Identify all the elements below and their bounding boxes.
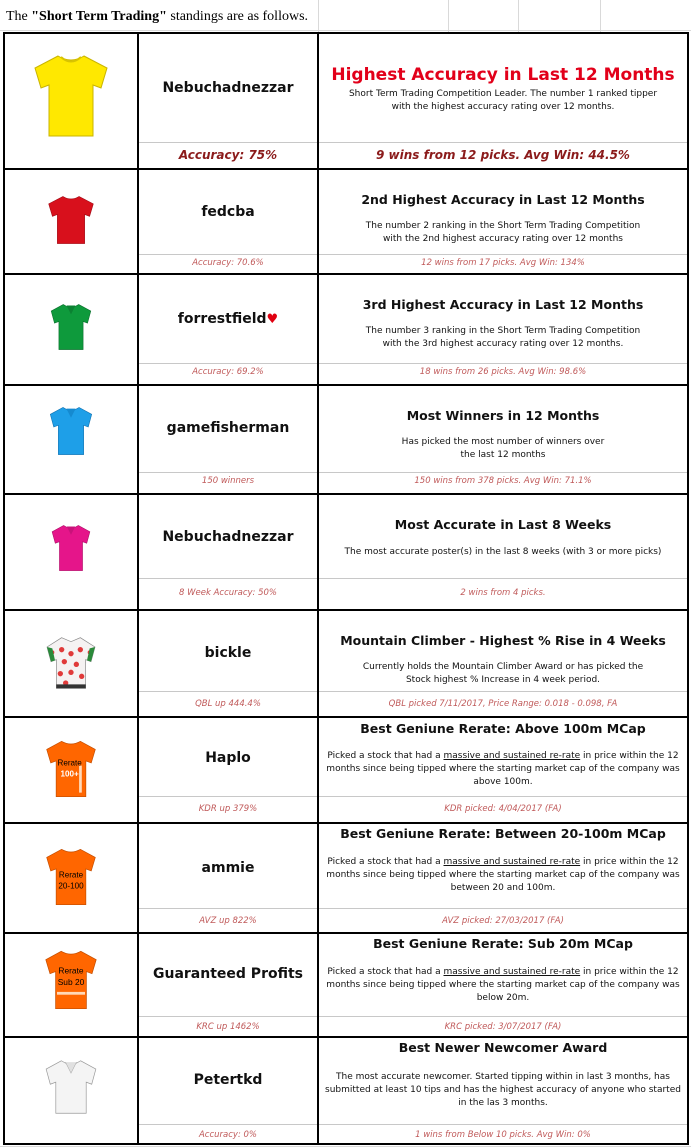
- intro-title: "Short Term Trading": [31, 9, 167, 24]
- tipper-name: gamefisherman: [166, 420, 290, 436]
- award-cell: [319, 718, 687, 822]
- award-cell: [319, 1038, 687, 1143]
- rerate-stat: KDR up 379%: [198, 804, 258, 814]
- award-title: Highest Accuracy in Last 12 Months: [331, 65, 675, 85]
- award-title: Best Geniune Rerate: Between 20-100m MCap: [340, 826, 666, 841]
- award-title: Best Geniune Rerate: Sub 20m MCap: [373, 936, 633, 951]
- tipper-name: Petertkd: [193, 1072, 263, 1088]
- green-polo-shirt-icon: [49, 301, 93, 353]
- white-polo-shirt-icon: [43, 1058, 99, 1116]
- standings-row: [5, 1038, 687, 1143]
- desc-underlined: massive and sustained re-rate: [443, 857, 581, 867]
- wins-stat: 9 wins from 12 picks. Avg Win: 44.5%: [376, 148, 630, 162]
- tipper-name-text: forrestfield: [177, 311, 267, 327]
- tipper-name: ammie: [201, 860, 255, 876]
- name-cell: [139, 824, 319, 932]
- tipper-name: Nebuchadnezzar: [162, 80, 294, 96]
- award-description: [325, 750, 681, 789]
- award-title: 2nd Highest Accuracy in Last 12 Months: [361, 192, 645, 207]
- pick-details-stat: KDR picked: 4/04/2017 (FA): [444, 804, 562, 814]
- name-cell: [139, 934, 319, 1036]
- standings-row: [5, 824, 687, 934]
- shirt-label: Rerate: [58, 870, 84, 880]
- shirt-cell: [5, 386, 139, 493]
- orange-rerate-shirt-icon: [44, 846, 98, 908]
- award-cell: [319, 495, 687, 609]
- orange-rerate-shirt-icon: [43, 948, 99, 1012]
- desc-text: in price within the 12 months since being tipped where the starting market cap of the company was below 20m.: [326, 967, 680, 1003]
- price-rise-stat: QBL up 444.4%: [195, 699, 261, 709]
- winners-stat: 150 winners: [201, 476, 255, 486]
- desc-text: Picked a stock that had a: [327, 967, 444, 977]
- name-cell: [139, 611, 319, 716]
- wins-stat: 18 wins from 26 picks. Avg Win: 98.6%: [419, 367, 587, 377]
- award-description: Has picked the most number of winners over the last 12 months: [401, 437, 605, 460]
- tipper-name: fedcba: [201, 204, 255, 220]
- award-description: [325, 856, 681, 895]
- wins-stat: 150 wins from 378 picks. Avg Win: 71.1%: [414, 476, 592, 486]
- tipper-name: bickle: [204, 645, 252, 661]
- polka-dot-jersey-icon: [44, 635, 98, 691]
- pick-details-stat: KRC picked: 3/07/2017 (FA): [444, 1022, 562, 1032]
- award-cell: [319, 934, 687, 1036]
- rerate-stat: AVZ up 822%: [199, 916, 257, 926]
- rerate-stat: KRC up 1462%: [196, 1022, 260, 1032]
- standings-row: [5, 170, 687, 275]
- accuracy-stat: Accuracy: 69.2%: [192, 367, 264, 377]
- name-cell: [139, 495, 319, 609]
- standings-row: [5, 275, 687, 386]
- standings-row: [5, 611, 687, 718]
- shirt-label: 100+: [60, 769, 79, 779]
- pink-polo-shirt-icon: [50, 521, 92, 575]
- award-title: Most Accurate in Last 8 Weeks: [394, 517, 612, 532]
- award-cell: [319, 386, 687, 493]
- award-description: Currently holds the Mountain Climber Award or has picked the Stock highest % Increase in 4 week period.: [362, 662, 644, 685]
- award-cell: [319, 170, 687, 273]
- intro-text: [6, 9, 308, 29]
- shirt-label: Sub 20: [57, 976, 85, 987]
- pick-details-stat: AVZ picked: 27/03/2017 (FA): [442, 916, 564, 926]
- intro-suffix: standings are as follows.: [166, 9, 309, 24]
- accuracy-stat: 8 Week Accuracy: 50%: [178, 588, 277, 598]
- shirt-cell: [5, 1038, 139, 1143]
- desc-text: Picked a stock that had a: [327, 751, 444, 761]
- tipper-name: Nebuchadnezzar: [162, 529, 294, 545]
- shirt-label: Rerate: [57, 758, 82, 768]
- desc-text: Picked a stock that had a: [327, 857, 444, 867]
- award-description: The number 2 ranking in the Short Term Trading Competition with the 2nd highest accuracy rating over 12 months: [365, 221, 641, 244]
- tipper-name: Guaranteed Profits: [153, 966, 303, 982]
- standings-row: [5, 718, 687, 824]
- blue-polo-shirt-icon: [48, 404, 94, 458]
- award-description: [325, 966, 681, 1005]
- desc-text: in price within the 12 months since being tipped where the starting market cap of the company was between 20 and 100m.: [326, 857, 680, 893]
- shirt-label: 20-100: [58, 881, 84, 891]
- desc-text: in price within the 12 months since being tipped where the starting market cap of the company was above 100m.: [326, 751, 680, 787]
- tipper-name: [139, 311, 317, 327]
- standings-row: [5, 386, 687, 495]
- standings-table: [3, 32, 689, 1145]
- award-cell: [319, 824, 687, 932]
- pick-details-stat: QBL picked 7/11/2017, Price Range: 0.018 - 0.098, FA: [388, 699, 618, 709]
- accuracy-stat: Accuracy: 75%: [178, 148, 278, 162]
- shirt-cell: [5, 170, 139, 273]
- award-description: The most accurate newcomer. Started tipping within in last 3 months, has submitted at least 10 tips and has the highest accuracy of anyone who started in the las 3 months.: [325, 1072, 681, 1108]
- shirt-cell: [5, 495, 139, 609]
- accuracy-stat: Accuracy: 70.6%: [192, 258, 264, 268]
- name-cell: [139, 718, 319, 822]
- red-tshirt-icon: [46, 194, 96, 246]
- name-cell: [139, 34, 319, 168]
- award-description: The number 3 ranking in the Short Term Trading Competition with the 3rd highest accuracy rating over 12 months.: [365, 326, 641, 349]
- desc-underlined: massive and sustained re-rate: [443, 967, 581, 977]
- desc-underlined: massive and sustained re-rate: [443, 751, 581, 761]
- standings-row: [5, 495, 687, 611]
- award-description: Short Term Trading Competition Leader. The number 1 ranked tipper with the highest accuracy rating over 12 months.: [348, 89, 658, 112]
- name-cell: [139, 1038, 319, 1143]
- award-title: Best Geniune Rerate: Above 100m MCap: [360, 721, 646, 736]
- yellow-tshirt-icon: [31, 52, 111, 140]
- accuracy-stat: Accuracy: 0%: [198, 1130, 257, 1140]
- award-cell: [319, 611, 687, 716]
- standings-row: [5, 934, 687, 1038]
- name-cell: [139, 275, 319, 384]
- shirt-cell: [5, 611, 139, 716]
- shirt-cell: [5, 34, 139, 168]
- name-cell: [139, 386, 319, 493]
- award-title: Most Winners in 12 Months: [406, 408, 600, 423]
- award-cell: [319, 275, 687, 384]
- intro-prefix: The: [6, 9, 32, 24]
- heart-icon: ♥: [266, 312, 279, 327]
- wins-stat: 2 wins from 4 picks.: [460, 588, 546, 598]
- tipper-name: Haplo: [205, 750, 251, 766]
- award-cell: [319, 34, 687, 168]
- name-cell: [139, 170, 319, 273]
- shirt-cell: [5, 718, 139, 822]
- award-title: Best Newer Newcomer Award: [398, 1040, 608, 1055]
- shirt-label: Rerate: [58, 965, 84, 976]
- award-description: The most accurate poster(s) in the last 8 weeks (with 3 or more picks): [344, 547, 662, 557]
- shirt-cell: [5, 824, 139, 932]
- standings-row: [5, 34, 687, 170]
- award-title: Mountain Climber - Highest % Rise in 4 Weeks: [340, 633, 666, 648]
- wins-stat: 12 wins from 17 picks. Avg Win: 134%: [421, 258, 585, 268]
- orange-rerate-shirt-icon: [44, 738, 98, 800]
- shirt-cell: [5, 275, 139, 384]
- shirt-cell: [5, 934, 139, 1036]
- wins-stat: 1 wins from Below 10 picks. Avg Win: 0%: [415, 1130, 591, 1140]
- award-title: 3rd Highest Accuracy in Last 12 Months: [362, 297, 644, 312]
